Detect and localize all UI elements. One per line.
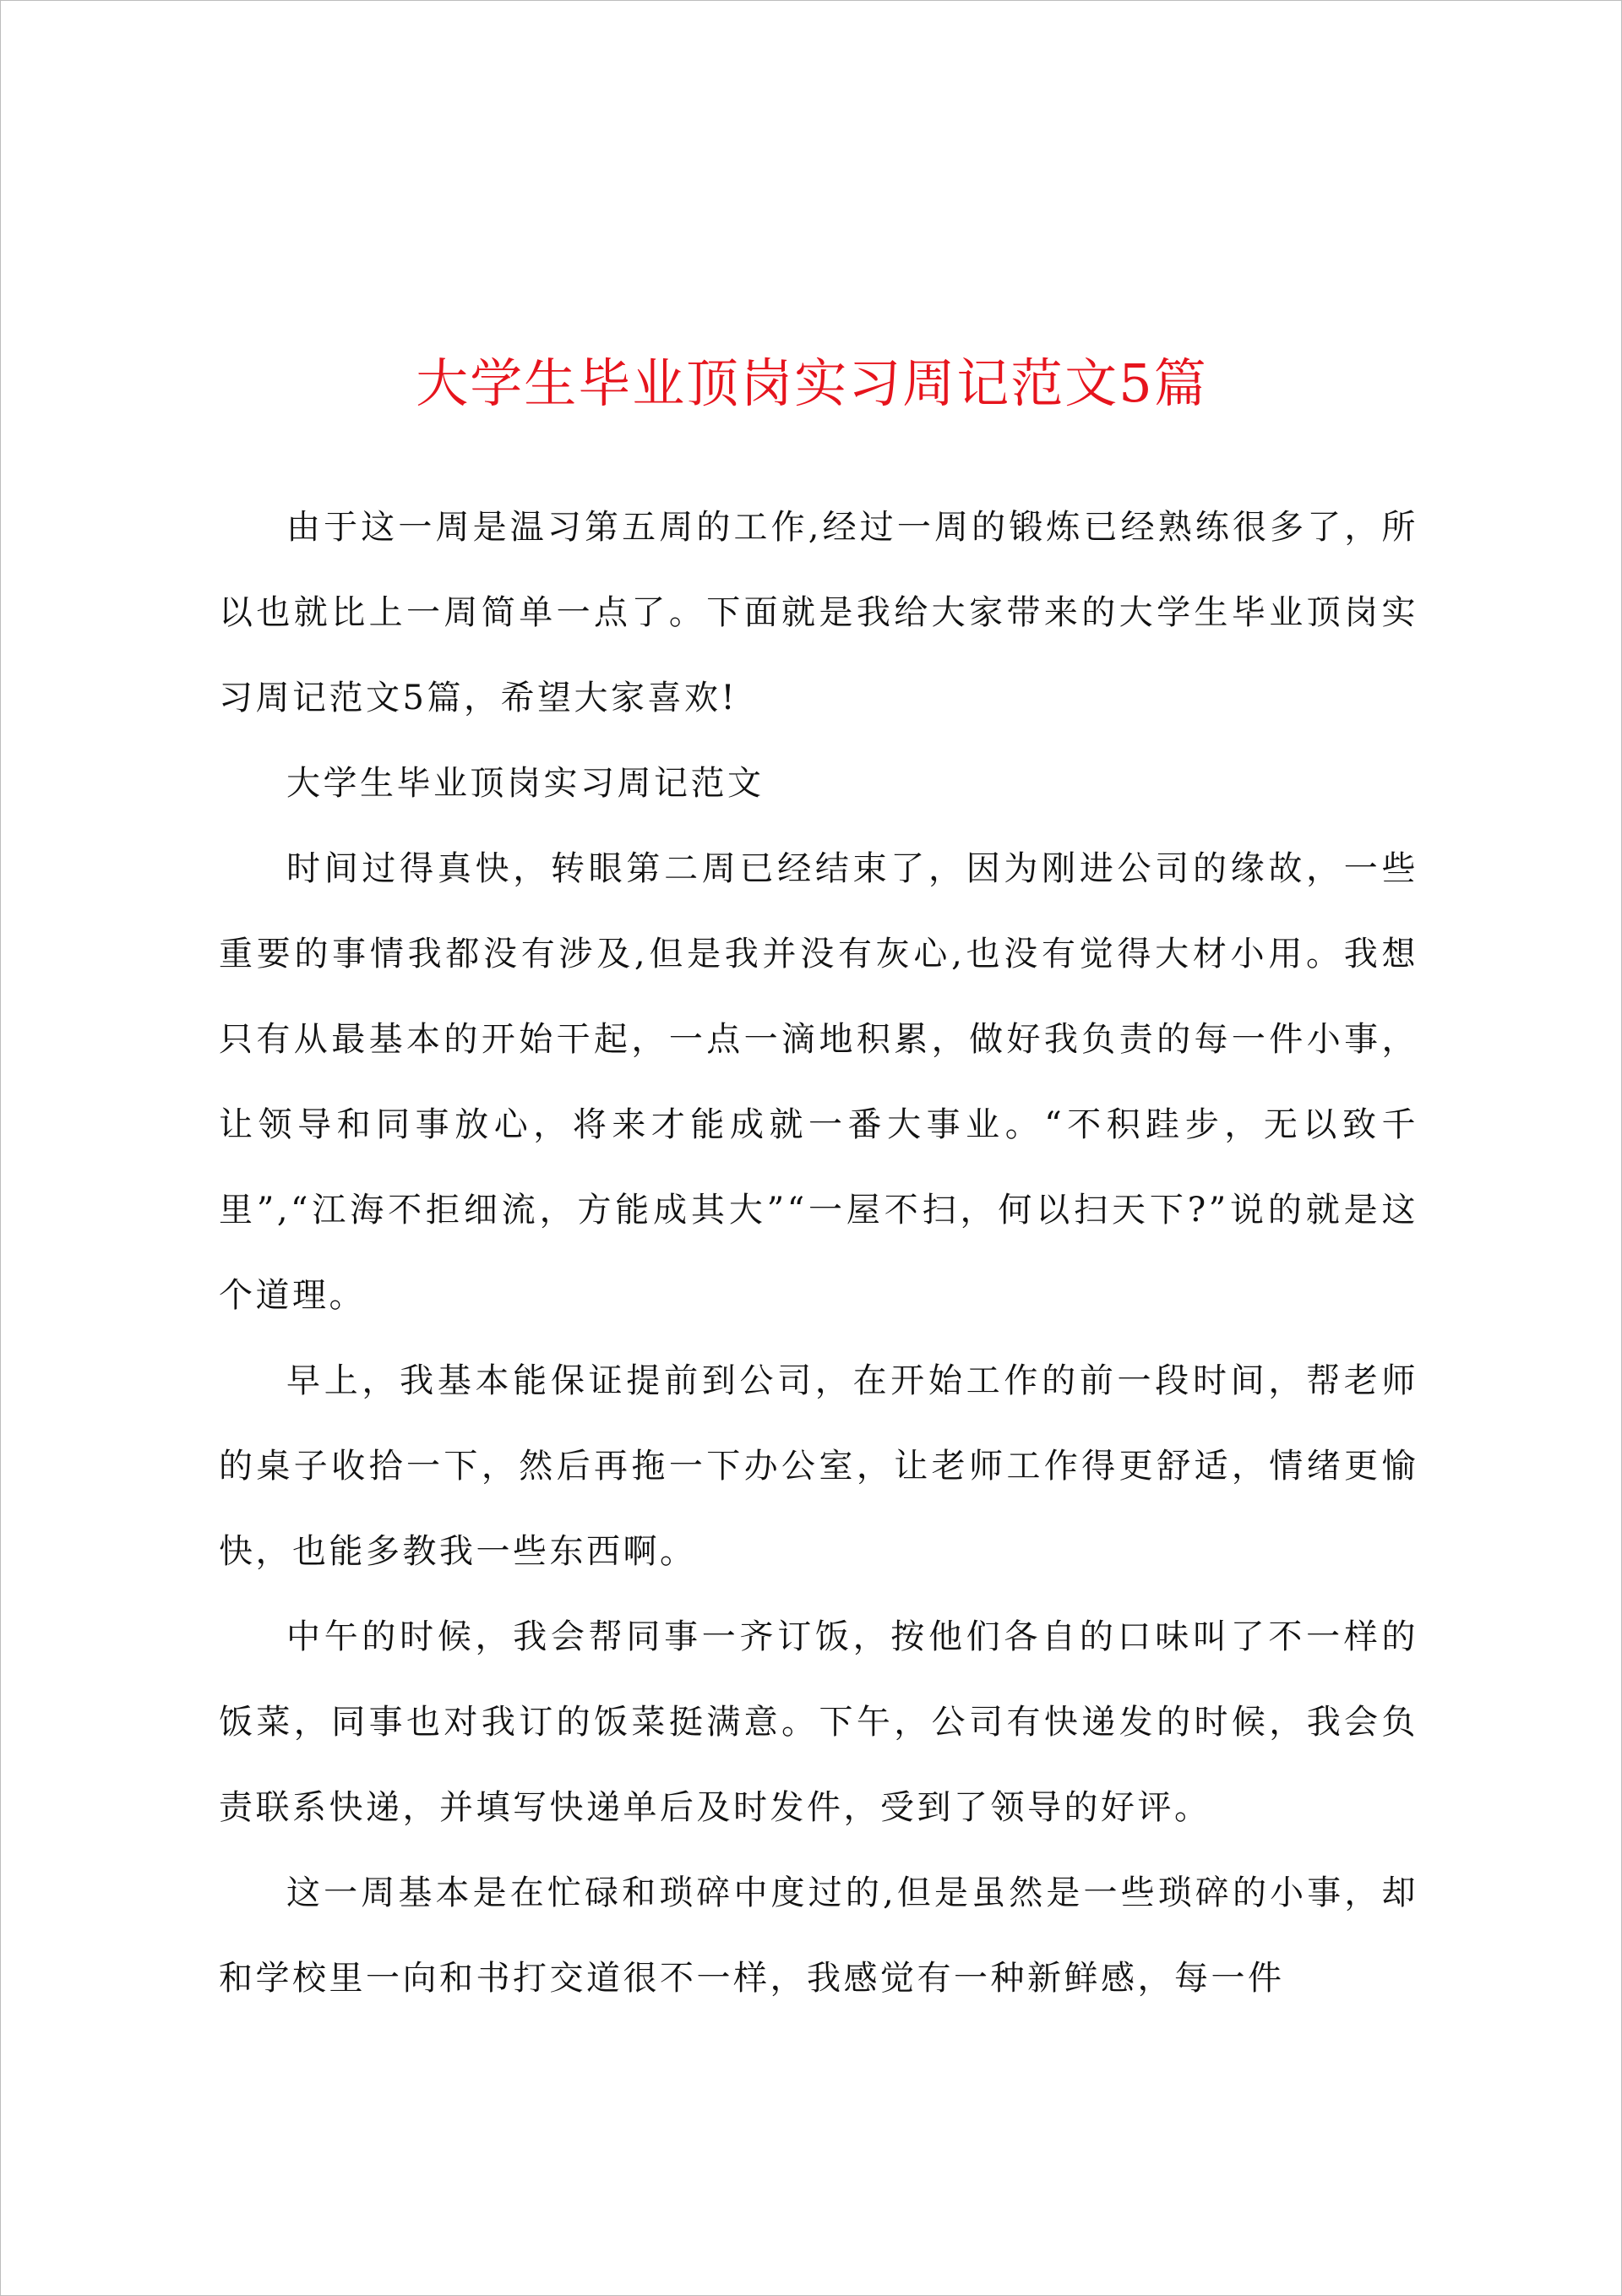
document-body [219, 485, 1418, 2021]
section-heading: 大学生毕业顶岗实习周记范文 [286, 764, 765, 803]
body-paragraph: 中午的时候，我会帮同事一齐订饭，按他们各自的口味叫了不一样的饭菜，同事也对我订的饭菜挺满意。下午，公司有快递发的时候，我会负责联系快递，并填写快递单后及时发件，受到了领导的好评。 [219, 1617, 1418, 1827]
intro-paragraph: 由于这一周是温习第五周的工作,经过一周的锻炼已经熟练很多了，所以也就比上一周简单一点了。下面就是我给大家带来的大学生毕业顶岗实习周记范文5篇，希望大家喜欢! [219, 508, 1418, 717]
body-paragraph: 这一周基本是在忙碌和琐碎中度过的,但是虽然是一些琐碎的小事，却和学校里一向和书打交道很不一样，我感觉有一种新鲜感，每一件 [219, 1873, 1418, 1998]
body-paragraph: 早上，我基本能保证提前到公司，在开始工作的前一段时间，帮老师的桌子收拾一下，然后再拖一下办公室，让老师工作得更舒适，情绪更愉快，也能多教我一些东西啊。 [219, 1361, 1418, 1571]
document-title: 大学生毕业顶岗实习周记范文5篇 [416, 352, 1208, 414]
body-paragraph: 时间过得真快，转眼第二周已经结束了，因为刚进公司的缘故，一些重要的事情我都没有涉及,但是我并没有灰心,也没有觉得大材小用。我想只有从最基本的开始干起，一点一滴地积累，做好我负责的每一件小事，让领导和同事放心，将来才能成就一番大事业。“不积跬步，无以致千里”,“江海不拒细流，方能成其大”“一屋不扫，何以扫天下?”说的就是这个道理。 [219, 849, 1418, 1315]
